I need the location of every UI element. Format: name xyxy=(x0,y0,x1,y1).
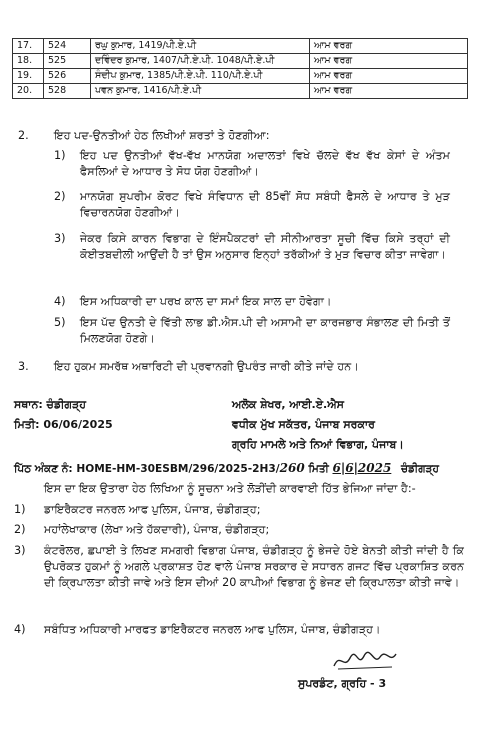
endorsement-ref-handwritten: 260 xyxy=(279,461,305,475)
condition-number: 1) xyxy=(54,149,66,162)
condition-text: ਮਾਨਯੋਗ ਸੁਪਰੀਮ ਕੋਰਟ ਵਿਖੇ ਸੰਵਿਧਾਨ ਦੀ 85ਵੀਂ ਸੋਧ ਸਬੰਧੀ ਫੈਸਲੇ ਦੇ ਆਧਾਰ ਤੇ ਮੁੜ ਵਿਚਾਰਨਯੋਗ ਹੋਣਗੀਆਂ। xyxy=(80,190,450,219)
date-label: ਮਿਤੀ: 06/06/2025 xyxy=(14,418,113,431)
row-number: 20. xyxy=(13,84,44,99)
recipient-text: ਕੰਟਰੋਲਰ, ਛਪਾਈ ਤੇ ਲਿਖਣ ਸਮਗਰੀ ਵਿਭਾਗ ਪੰਜਾਬ, ਚੰਡੀਗੜ੍ਹ ਨੂੰ ਭੇਜਦੇ ਹੋਏ ਬੇਨਤੀ ਕੀਤੀ ਜਾਂਦੀ ਹੈ ਕਿ ਉਪਰੋਕਤ ਹੁਕਮਾਂ ਨੂੰ ਅਗਲੇ ਪ੍ਰਕਾਸ਼ਤ ਹੋਣ ਵਾਲੇ ਪੰਜਾਬ ਸਰਕਾਰ ਦੇ ਸਧਾਰਨ ਗਜਟ ਵਿੱਚ ਪ੍ਰਕਾਸ਼ਿਤ ਕਰਨ ਦੀ ਕ੍ਰਿਪਾਲਤਾ ਕੀਤੀ ਜਾਵੇ ਅਤੇ ਇਸ ਦੀਆਂ 20 ਕਾਪੀਆਂ ਵਿਭਾਗ ਨੂੰ ਭੇਜਣ ਦੀ ਕ੍ਰਿਪਾਲਤਾ ਕੀਤੀ ਜਾਵੇ। xyxy=(44,544,464,589)
row-category: ਆਮ ਵਰਗ xyxy=(310,54,468,69)
condition-text: ਇਸ ਅਧਿਕਾਰੀ ਦਾ ਪਰਖ ਕਾਲ ਦਾ ਸਮਾਂ ਇਕ ਸਾਲ ਦਾ ਹੋਵੇਗਾ। xyxy=(80,295,332,308)
signatory-designation: ਵਧੀਕ ਮੁੱਖ ਸਕੱਤਰ, ਪੰਜਾਬ ਸਰਕਾਰ xyxy=(232,418,375,431)
superintendent-title: ਸੁਪਰਡੰਟ, ਗ੍ਰਹਿ - 3 xyxy=(298,677,387,690)
endorsement-line xyxy=(14,461,439,477)
condition-number: 4) xyxy=(54,295,66,308)
row-name: ਦਵਿੰਦਰ ਕੁਮਾਰ, 1407/ਪੀ.ਏ.ਪੀ. 1048/ਪੀ.ਏ.ਪੀ xyxy=(91,54,310,69)
condition-number: 3) xyxy=(54,232,66,245)
condition-number: 2) xyxy=(54,190,66,203)
table-row xyxy=(13,54,468,69)
promotion-table xyxy=(12,38,468,99)
table-row xyxy=(13,69,468,84)
endorsement-ref: HOME-HM-30ESBM/296/2025-2H3/ xyxy=(76,463,280,475)
section-intro: ਇਹ ਪਦ-ਉਨਤੀਆਂ ਹੇਠ ਲਿਖੀਆਂ ਸ਼ਰਤਾਂ ਤੇ ਹੋਣਗੀਆ: xyxy=(54,129,270,142)
recipient-text: ਸਬੰਧਿਤ ਅਧਿਕਾਰੀ ਮਾਰਫਤ ਡਾਇਰੈਕਟਰ ਜਨਰਲ ਆਫ ਪੁਲਿਸ, ਪੰਜਾਬ, ਚੰਡੀਗੜ੍ਹ। xyxy=(44,623,381,636)
row-name: ਸੰਦੀਪ ਕੁਮਾਰ, 1385/ਪੀ.ਏ.ਪੀ. 110/ਪੀ.ਏ.ਪੀ xyxy=(91,69,310,84)
recipient-number: 3) xyxy=(14,544,26,557)
row-category: ਆਮ ਵਰਗ xyxy=(310,69,468,84)
endorsement-date-handwritten: 6|6|2025 xyxy=(332,461,392,475)
row-code: 528 xyxy=(44,84,91,99)
superintendent-signature xyxy=(330,648,400,674)
place-label: ਸਥਾਨ: ਚੰਡੀਗੜ੍ਹ xyxy=(14,398,87,411)
condition-number: 5) xyxy=(54,316,66,329)
row-number: 19. xyxy=(13,69,44,84)
row-name: ਪਵਨ ਕੁਮਾਰ, 1416/ਪੀ.ਏ.ਪੀ xyxy=(91,84,310,99)
signatory-department: ਗ੍ਰਹਿ ਮਾਮਲੇ ਅਤੇ ਨਿਆਂ ਵਿਭਾਗ, ਪੰਜਾਬ। xyxy=(232,438,404,451)
table-row xyxy=(13,84,468,99)
section-number: 3. xyxy=(18,360,29,373)
recipient-number: 1) xyxy=(14,503,26,516)
row-number: 17. xyxy=(13,39,44,54)
row-category: ਆਮ ਵਰਗ xyxy=(310,84,468,99)
row-category: ਆਮ ਵਰਗ xyxy=(310,39,468,54)
recipient-text: ਮਹਾਂਲੇਖਾਕਾਰ (ਲੇਖਾ ਅਤੇ ਹੱਕਦਾਰੀ), ਪੰਜਾਬ, ਚੰਡੀਗੜ੍ਹ; xyxy=(44,523,270,536)
condition-text: ਜੇਕਰ ਕਿਸੇ ਕਾਰਨ ਵਿਭਾਗ ਦੇ ਇੰਸਪੈਕਟਰਾਂ ਦੀ ਸੀਨੀਆਰਤਾ ਸੂਚੀ ਵਿੱਚ ਕਿਸੇ ਤਰ੍ਹਾਂ ਦੀ ਕੋਈਤਬਦੀਲੀ ਆਉਂਦੀ ਹੈ ਤਾਂ ਉਸ ਅਨੁਸਾਰ ਇਨ੍ਹਾਂ ਤਰੱਕੀਆਂ ਤੇ ਮੁੜ ਵਿਚਾਰ ਕੀਤਾ ਜਾਵੇਗਾ। xyxy=(80,232,450,261)
condition-text: ਇਸ ਪੱਦ ਉਨਤੀ ਦੇ ਵਿੱਤੀ ਲਾਭ ਡੀ.ਐਸ.ਪੀ ਦੀ ਅਸਾਮੀ ਦਾ ਕਾਰਜਭਾਰ ਸੰਭਾਲਣ ਦੀ ਮਿਤੀ ਤੋਂ ਮਿਲਣਯੋਗ ਹੋਣਗੇ। xyxy=(80,316,450,345)
row-code: 524 xyxy=(44,39,91,54)
recipient-number: 4) xyxy=(14,623,26,636)
recipient-text: ਡਾਇਰੈਕਟਰ ਜਨਰਲ ਆਫ ਪੁਲਿਸ, ਪੰਜਾਬ, ਚੰਡੀਗੜ੍ਹ; xyxy=(44,503,261,516)
signatory-name: ਅਲੋਕ ਸ਼ੇਖਰ, ਆਈ.ਏ.ਐਸ xyxy=(232,398,344,411)
endorsement-intro: ਇਸ ਦਾ ਇਕ ਉਤਾਰਾ ਹੇਠ ਲਿਖਿਆ ਨੂੰ ਸੂਚਨਾ ਅਤੇ ਲੋੜੀਂਦੀ ਕਾਰਵਾਈ ਹਿੱਤ ਭੇਜਿਆ ਜਾਂਦਾ ਹੈ:- xyxy=(44,482,416,495)
recipient-number: 2) xyxy=(14,523,26,536)
section-number: 2. xyxy=(18,129,29,142)
row-number: 18. xyxy=(13,54,44,69)
row-code: 526 xyxy=(44,69,91,84)
condition-text: ਇਹ ਪਦ ਉਨਤੀਆਂ ਵੱਖ-ਵੱਖ ਮਾਨਯੋਗ ਅਦਾਲਤਾਂ ਵਿਖੇ ਚੱਲਦੇ ਵੱਖ ਵੱਖ ਕੇਸਾਂ ਦੇ ਅੰਤਮ ਫੈਸਲਿਆਂ ਦੇ ਆਧਾਰ ਤੇ ਸੋਧ ਯੋਗ ਹੋਣਗੀਆਂ। xyxy=(80,149,450,178)
endorsement-label: ਪਿੱਠ ਅੰਕਣ ਨੰ: xyxy=(14,463,73,475)
table-row xyxy=(13,39,468,54)
section-text: ਇਹ ਹੁਕਮ ਸਮਰੱਥ ਅਥਾਰਿਟੀ ਦੀ ਪ੍ਰਵਾਨਗੀ ਉਪਰੰਤ ਜਾਰੀ ਕੀਤੇ ਜਾਂਦੇ ਹਨ। xyxy=(54,360,359,373)
endorsement-date-label: ਮਿਤੀ xyxy=(308,463,329,475)
row-name: ਰਘੁ ਕੁਮਾਰ, 1419/ਪੀ.ਏ.ਪੀ xyxy=(91,39,310,54)
endorsement-place: ਚੰਡੀਗੜ੍ਹ xyxy=(401,463,440,475)
row-code: 525 xyxy=(44,54,91,69)
